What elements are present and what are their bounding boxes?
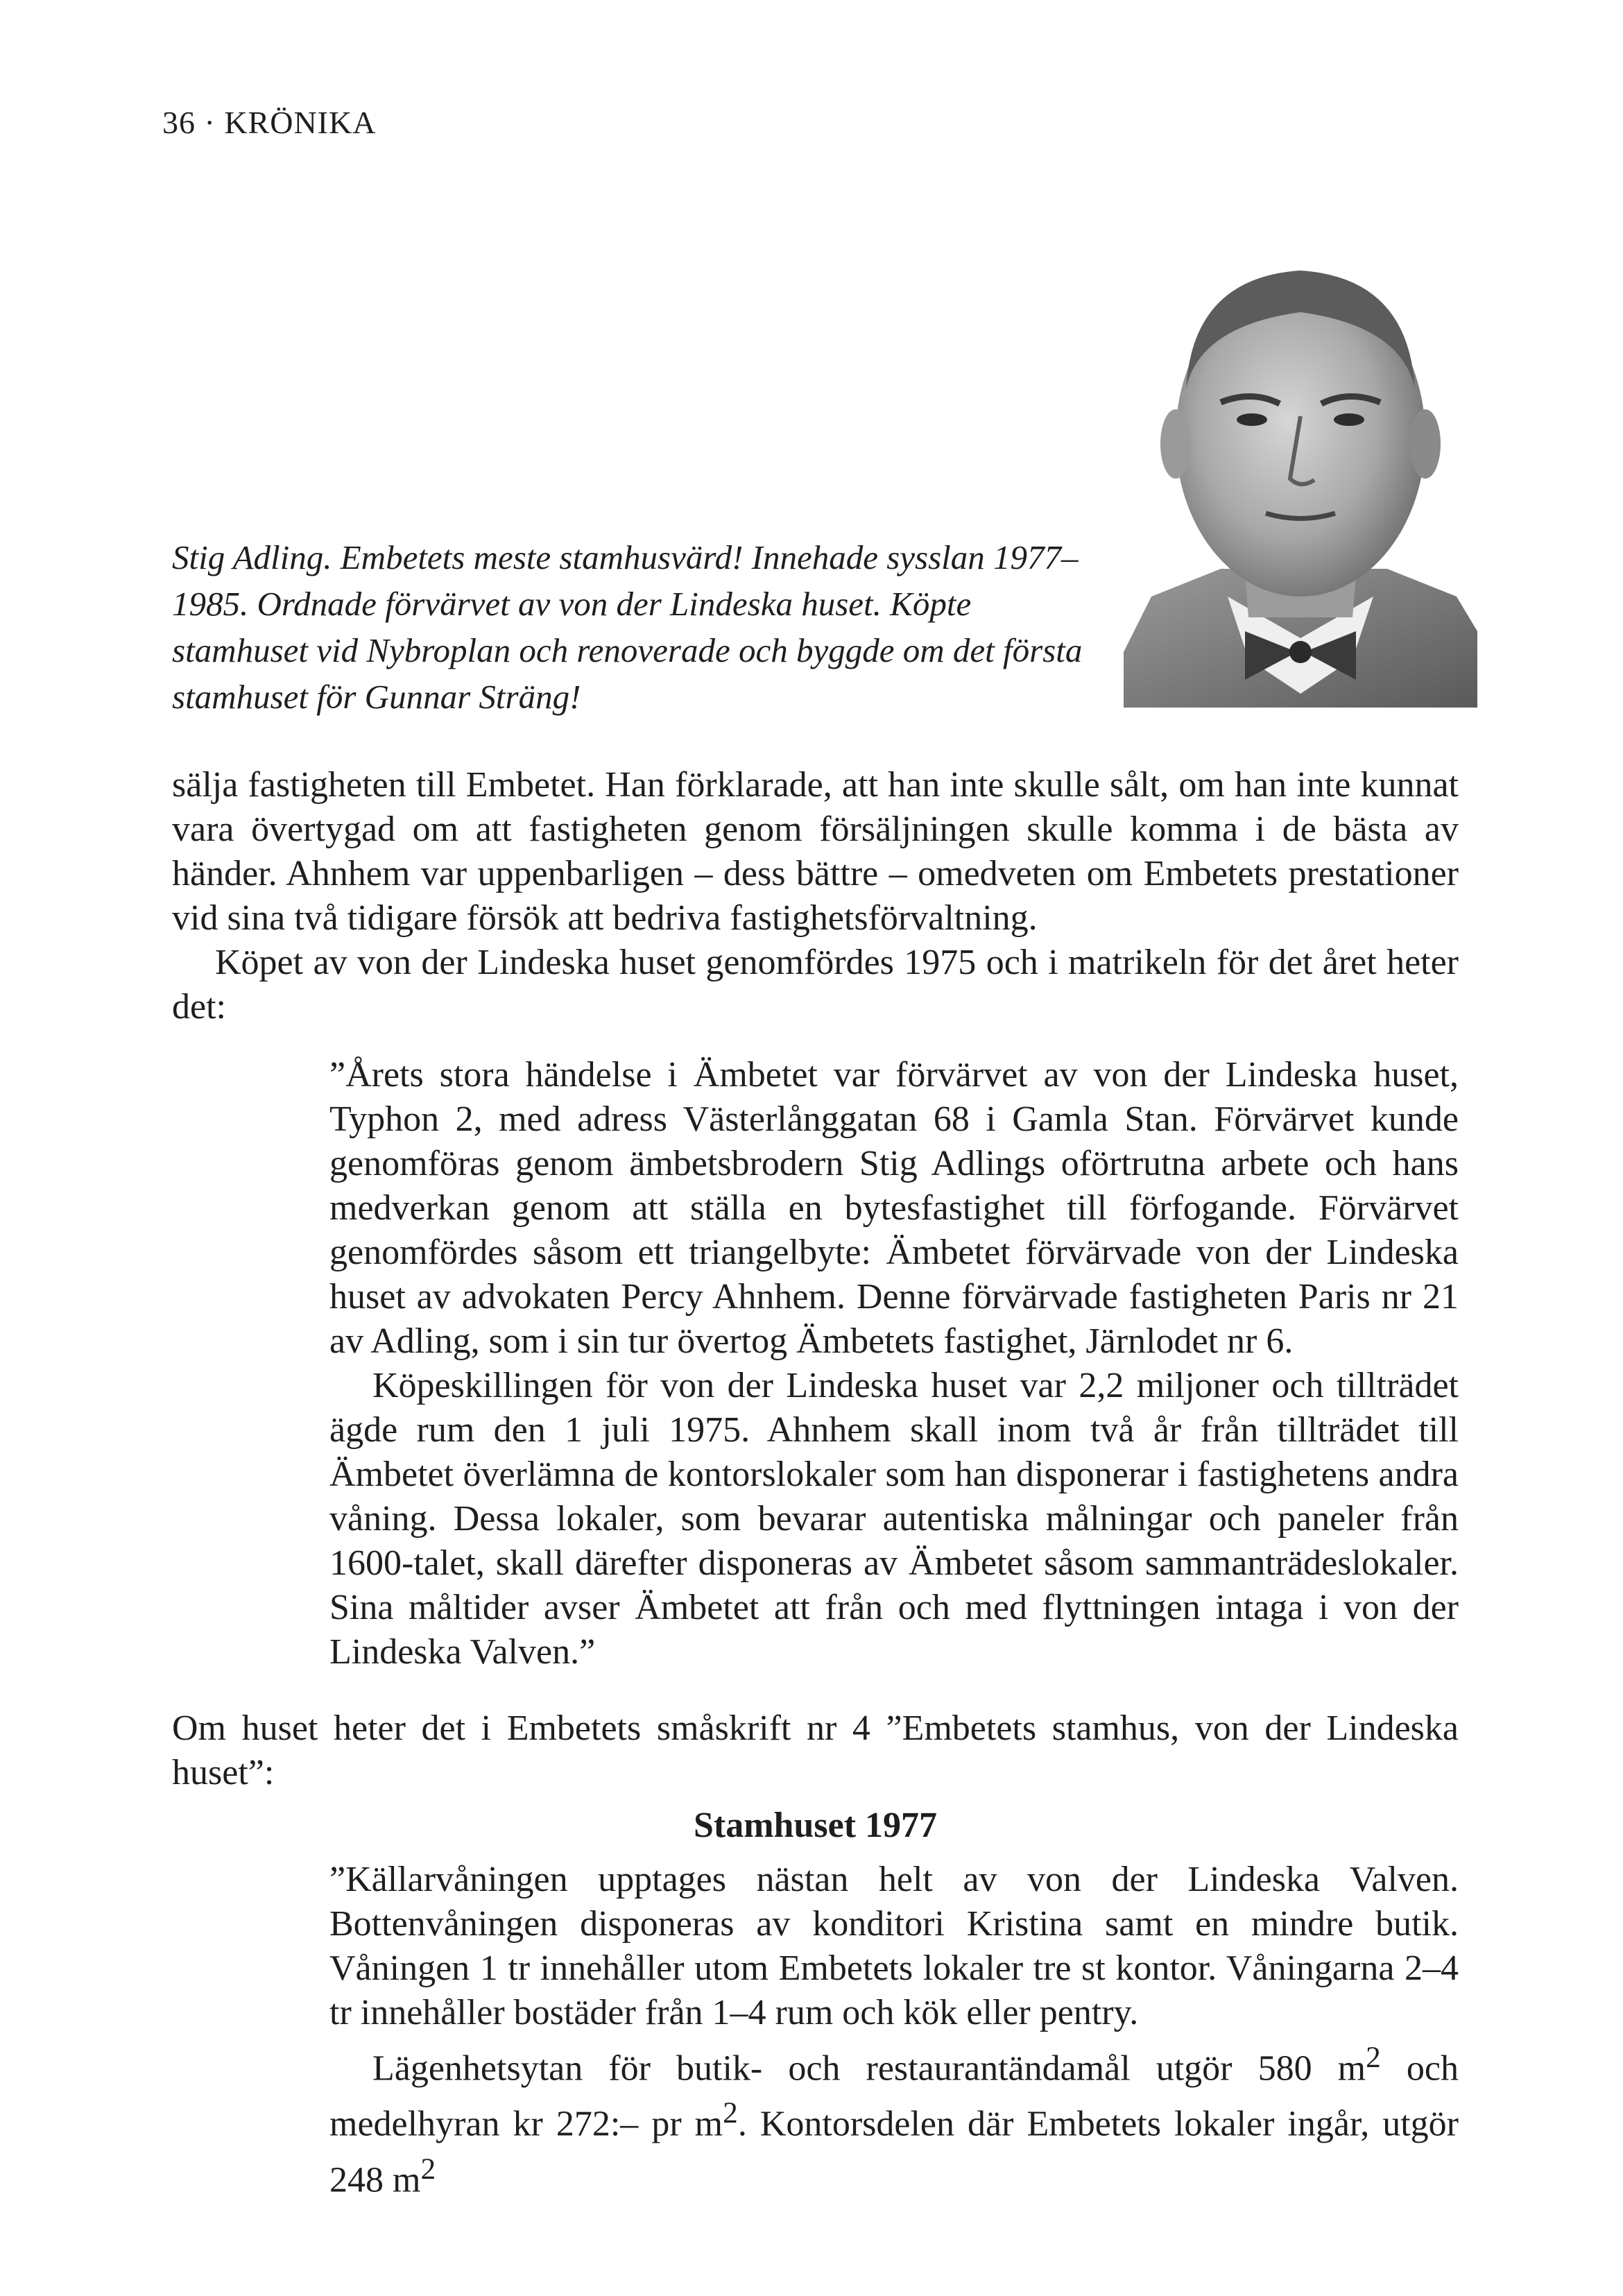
quote-text: och medelhyran kr 272:– pr m <box>329 2048 1459 2144</box>
quote-paragraph: ”Årets stora händelse i Ämbetet var förvärvet av von der Lindeska huset, Typhon 2, med adress Västerlånggatan 68 i Gamla Stan. Förvärvet kunde genomföras genom ämbetsbrodern Stig Adlings oförtrutna arbete och hans medverkan genom att ställa en bytesfastighet till förfogande. Förvärvet genomfördes såsom ett triangelbyte: Ämbetet förvärvade von der Lindeska huset av advokaten Percy Ahnhem. Denne förvärvade fastigheten Paris nr 21 av Adling, som i sin tur övertog Ämbetets fastighet, Järnlodet nr 6. <box>329 1055 1459 1361</box>
quote-text: . Kontorsdelen där Embetets lokaler ingår, utgör 248 m <box>329 2104 1459 2200</box>
quote-paragraph: Köpeskillingen för von der Lindeska huset var 2,2 miljoner och tillträdet ägde rum den 1 juli 1975. Ahnhem skall inom två år från tillträdet till Ämbetet överlämna de kontorslokaler som han disponerar i fastighetens andra våning. Dessa lokaler, som bevarar autentiska målningar och paneler från 1600-talet, skall därefter disponeras av Ämbetet såsom sammanträdeslokaler. Sina måltider avser Ämbetet att från och med flyttningen intaga i von der Lindeska Valven.” <box>329 1366 1459 1672</box>
superscript: 2 <box>1366 2041 1381 2074</box>
body-paragraph: Om huset heter det i Embetets småskrift nr 4 ”Embetets stamhus, von der Lindeska huset”: <box>172 1708 1459 1792</box>
running-head: 36 · KRÖNIKA <box>162 105 377 140</box>
body-paragraph: sälja fastigheten till Embetet. Han förklarade, att han inte skulle sålt, om han inte kunnat vara övertygad om att fastigheten genom försäljningen skulle komma i de bästa av händer. Ahnhem var uppenbarligen – dess bättre – omedveten om Embetets prestationer vid sina två tidigare försök att bedriva fastighetsförvaltning. <box>172 765 1459 938</box>
quote-paragraph <box>329 2035 1459 2202</box>
superscript: 2 <box>420 2152 436 2186</box>
body-paragraph: Köpet av von der Lindeska huset genomfördes 1975 och i matrikeln för det året heter det: <box>172 943 1459 1027</box>
superscript: 2 <box>723 2096 738 2130</box>
quote-paragraph: ”Källarvåningen upptages nästan helt av von der Lindeska Valven. Bottenvåningen disponeras av konditori Kristina samt en mindre butik. Våningen 1 tr innehåller utom Embetets lokaler tre st kontor. Våningarna 2–4 tr innehåller bostäder från 1–4 rum och kök eller pentry. <box>329 1860 1459 2032</box>
photo-caption: Stig Adling. Embetets meste stamhusvärd! Innehade sysslan 1977–1985. Ordnade förvärvet av von der Lindeska huset. Köpte stamhuset vid Nybroplan och renoverade och byggde om det första stamhuset för Gunnar Sträng! <box>172 538 1083 716</box>
portrait-photo <box>1124 208 1477 708</box>
quote-text: Lägenhetsytan för butik- och restaurantändamål utgör 580 m <box>372 2048 1366 2089</box>
section-heading: Stamhuset 1977 <box>693 1806 938 1845</box>
